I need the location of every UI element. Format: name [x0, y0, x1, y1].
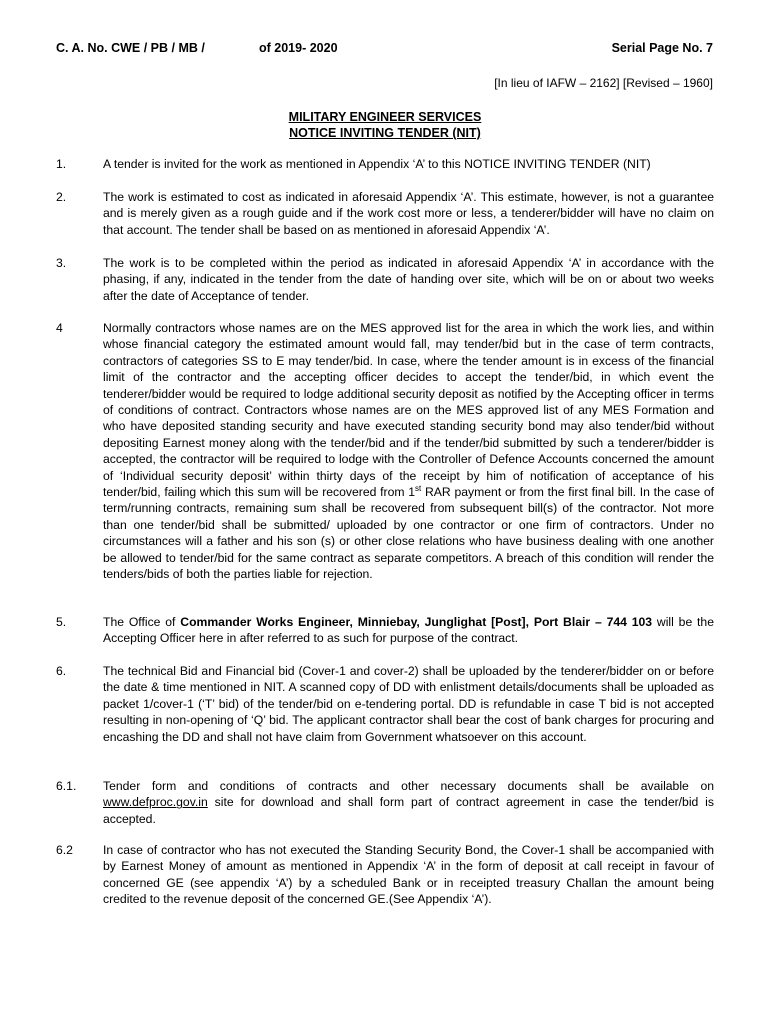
paragraph-4-text-b: RAR payment or from the first final bill. In the case of term/running contracts, remaining sum shall be recovered from subsequent bill(s) of the contractor. Not more than one tender/bid shall be submitted/ uploaded by one contractor or one firm of contractors. Under no circumstances will a father and his son (s) or other close relations who have business dealing with one another be allowed to tender/bid for the same contract as separate competitors. A breach of this condition will render the tenders/bids of both the parties liable for rejection. [103, 485, 714, 582]
paragraph-3: The work is to be completed within the period as indicated in aforesaid Appendix ‘A’ in accordance with the phasing, if any, indicated in the tender from the date of handing over site, which will be on or about two weeks after the date of Acceptance of tender. [103, 256, 714, 303]
org-title: MILITARY ENGINEER SERVICES [288, 110, 482, 124]
paragraph-5-text-b: will be the Accepting Officer here in after referred to as such for purpose of the contract. [103, 615, 714, 646]
para-number: 6.1. [56, 779, 77, 793]
paragraph-4-text-a: Normally contractors whose names are on the MES approved list for the area in which the work lies, and within whose financial category the estimated amount would fall, may tender/bid but in the case of term contracts, contractors of categories SS to E may tender/bid. In case, where the tender amount is in excess of the financial limit of the contractor and the accepting officer decides to accept the tender/bid, in which event the tenderer/bidder would be required to lodge additional security deposit as notified by the Accepting officer in terms of conditions of contract. Contractors whose names are on the MES approved list of any MES Formation and who have deposited standing security and have executed standing security bond may also tender/bid without depositing Earnest money along with the tender/bid and if the tender/bid submitted by such a tenderer/bidder is accepted, the contractor will be required to lodge with the Controller of Defence Accounts concerned the amount of ‘Individual security deposit’ within thirty days of the receipt by him of notification of acceptance of his tender/bid, failing which this sum will be recovered from 1 [103, 321, 714, 500]
para-number: 5. [56, 615, 67, 629]
para-number: 4 [56, 321, 63, 335]
paragraph-2: The work is estimated to cost as indicated in aforesaid Appendix ‘A’. This estimate, however, is not a guarantee and is merely given as a rough guide and if the work cost more or less, a tenderer/bidder will have no claim on that account. The tender shall be based on as mentioned in aforesaid Appendix ‘A’. [103, 190, 714, 237]
para-number: 3. [56, 256, 67, 270]
para-number: 6. [56, 664, 67, 678]
accepting-officer-address: Commander Works Engineer, Minniebay, Junglighat [Post], Port Blair – 744 103 [180, 615, 653, 629]
contract-number: C. A. No. CWE / PB / MB / [56, 41, 205, 55]
para-number: 2. [56, 190, 67, 204]
paragraph-6: The technical Bid and Financial bid (Cover-1 and cover-2) shall be uploaded by the tenderer/bidder on or before the date & time mentioned in NIT. A scanned copy of DD with enlistment details/documents shall be uploaded as packet 1/cover-1 (‘T’ bid) of the tender/bid on e-tendering portal. DD is refundable in case T bid is not accepted resulting in non-opening of ‘Q’ bid. The applicant contractor shall bear the cost of bank charges for procuring and encashing the DD and shall not have claim from Government whatsoever on this account. [103, 664, 714, 744]
paragraph-6-1 [103, 778, 714, 827]
paragraph-6-1-text-a: Tender form and conditions of contracts and other necessary documents shall be available on [103, 779, 714, 793]
defproc-link[interactable]: www.defproc.gov.in [103, 795, 208, 810]
serial-page-number: Serial Page No. 7 [611, 41, 713, 55]
para-number: 6.2 [56, 843, 73, 857]
paragraph-5-text-a: The Office of [103, 615, 181, 629]
para-number: 1. [56, 157, 67, 171]
ordinal-suffix: st [415, 484, 422, 493]
form-reference: [In lieu of IAFW – 2162] [Revised – 1960] [494, 76, 713, 90]
paragraph-6-2: In case of contractor who has not executed the Standing Security Bond, the Cover-1 shall be accompanied with by Earnest Money of amount as mentioned in Appendix ‘A’ in the form of deposit at call receipt in favour of concerned GE (see appendix ‘A’) by a scheduled Bank or in receipted treasury Challan the amount being credited to the revenue deposit of the concerned GE.(See Appendix ‘A’). [103, 843, 714, 907]
paragraph-5 [103, 614, 714, 647]
contract-year: of 2019- 2020 [259, 41, 338, 55]
paragraph-1: A tender is invited for the work as mentioned in Appendix ‘A’ to this NOTICE INVITING TENDER (NIT) [103, 157, 651, 171]
paragraph-4 [103, 320, 714, 583]
paragraph-6-1-text-b: site for download and shall form part of contract agreement in case the tender/bid is accepted. [103, 795, 714, 826]
document-title: NOTICE INVITING TENDER (NIT) [289, 126, 481, 140]
